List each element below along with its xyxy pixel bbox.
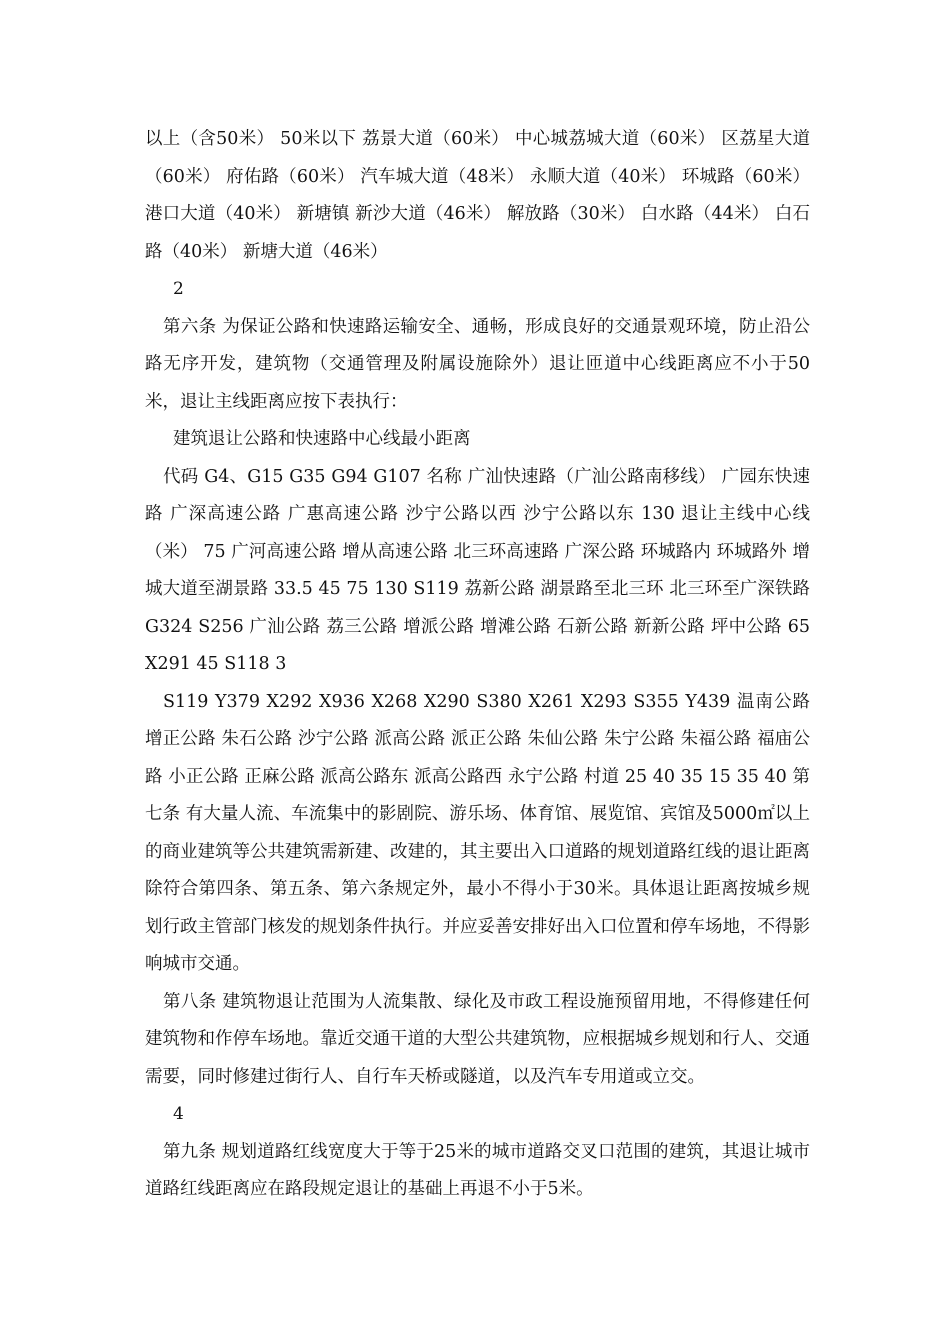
paragraph-article-9: 第九条 规划道路红线宽度大于等于25米的城市道路交叉口范围的建筑，其退让城市道路红线距离应在路段规定退让的基础上再退不小于5米。 bbox=[145, 1141, 810, 1199]
page-number: 2 bbox=[173, 279, 184, 299]
table-title: 建筑退让公路和快速路中心线最小距离 bbox=[173, 429, 471, 449]
page-number: 4 bbox=[173, 1104, 184, 1124]
paragraph-table-content: 代码 G4、G15 G35 G94 G107 名称 广汕快速路（广汕公路南移线） 广园东快速路 广深高速公路 广惠高速公路 沙宁公路以西 沙宁公路以东 130 退让主线中心线（米） 75 广河高速公路 增从高速公路 北三环高速路 广深公路 环城路内 环城路外 增城大道至湖景路 33.5 45 75 130 S119 荔新公路 湖景路至北三环 北三环至广深铁路 G324 S256 广汕公路 荔三公路 增派公路 增滩公路 石新公路 新新公路 坪中公路 65 X291 45 S118 3 bbox=[145, 466, 810, 674]
paragraph-article-8: 第八条 建筑物退让范围为人流集散、绿化及市政工程设施预留用地，不得修建任何建筑物和作停车场地。靠近交通干道的大型公共建筑物，应根据城乡规划和行人、交通需要，同时修建过街行人、自行车天桥或隧道，以及汽车专用道或立交。 bbox=[145, 991, 810, 1087]
paragraph-article-6: 第六条 为保证公路和快速路运输安全、通畅，形成良好的交通景观环境，防止沿公路无序开发，建筑物（交通管理及附属设施除外）退让匝道中心线距离应不小于50米，退让主线距离应按下表执行： bbox=[145, 316, 810, 412]
paragraph-article-7: S119 Y379 X292 X936 X268 X290 S380 X261 X293 S355 Y439 温南公路 增正公路 朱石公路 沙宁公路 派高公路 派正公路 朱仙公路 朱宁公路 朱福公路 福庙公路 小正公路 正麻公路 派高公路东 派高公路西 永宁公路 村道 25 40 35 15 35 40 第七条 有大量人流、车流集中的影剧院、游乐场、体育馆、展览馆、宾馆及5000㎡以上的商业建筑等公共建筑需新建、改建的，其主要出入口道路的规划道路红线的退让距离除符合第四条、第五条、第六条规定外，最小不得小于30米。具体退让距离按城乡规划行政主管部门核发的规划条件执行。并应妥善安排好出入口位置和停车场地，不得影响城市交通。 bbox=[145, 691, 810, 974]
document-page bbox=[145, 121, 810, 1209]
paragraph-road-list: 以上（含50米） 50米以下 荔景大道（60米） 中心城荔城大道（60米） 区荔星大道（60米） 府佑路（60米） 汽车城大道（48米） 永顺大道（40米） 环城路（60米） 港口大道（40米） 新塘镇 新沙大道（46米） 解放路（30米） 白水路（44米） 白石路（40米） 新塘大道（46米） bbox=[145, 129, 810, 262]
